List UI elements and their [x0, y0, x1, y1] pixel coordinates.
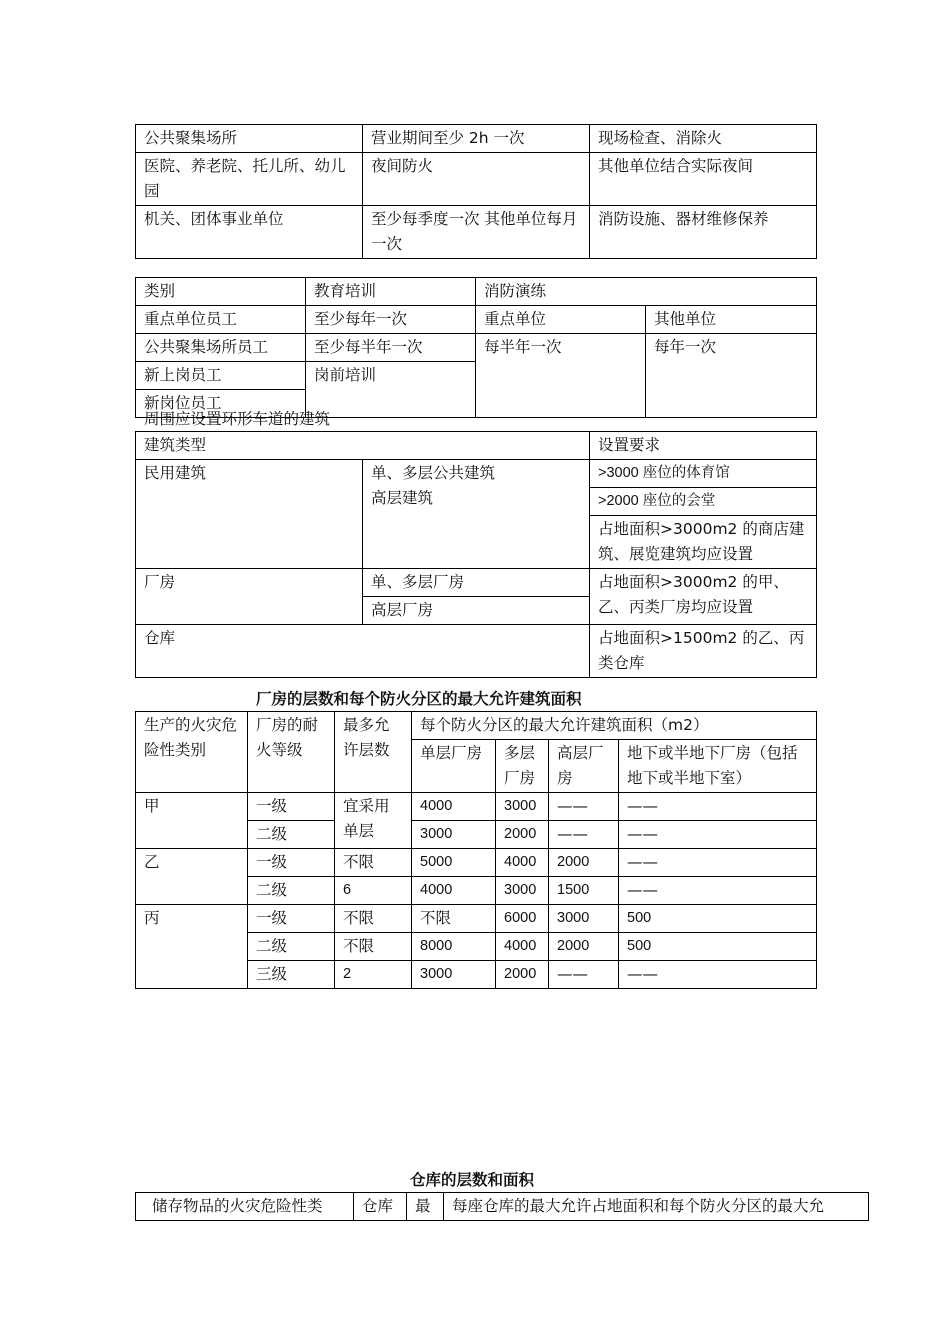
table-cell: —— [619, 793, 817, 821]
table-cell: 公共聚集场所 [136, 125, 363, 153]
table-cell: —— [619, 849, 817, 877]
header-drill: 消防演练 [476, 278, 817, 306]
header-area: 每个防火分区的最大允许建筑面积（m2） [412, 712, 817, 740]
table-row [136, 712, 817, 740]
table-cell: —— [549, 793, 619, 821]
table-cell: 不限 [335, 933, 412, 961]
table-cell: 2000 [496, 961, 549, 989]
table-cell: 一级 [248, 793, 335, 821]
table-cell: 单、多层厂房 [363, 569, 590, 597]
table-cell: 1500 [549, 877, 619, 905]
table-row [136, 1193, 869, 1221]
table-row [136, 278, 817, 306]
table-cell: —— [549, 821, 619, 849]
table-row [136, 905, 817, 933]
table-cell: 2000 [549, 849, 619, 877]
header-requirement: 设置要求 [590, 432, 817, 460]
factory-area-table [135, 711, 817, 989]
table-cell: 厂房 [136, 569, 363, 625]
table-cell: 不限 [412, 905, 496, 933]
table-cell: 2000 [549, 933, 619, 961]
table-cell: 3000 [549, 905, 619, 933]
table-cell: 消防设施、器材维修保养 [590, 206, 817, 259]
table-cell: >3000 座位的体育馆 [590, 460, 817, 488]
table-row [136, 432, 817, 460]
table-cell: 新岗位员工 [136, 390, 306, 418]
table-cell: 4000 [412, 793, 496, 821]
table-row [136, 569, 817, 597]
table-cell: 3000 [412, 961, 496, 989]
table-cell: 占地面积>3000m2 的商店建筑、展览建筑均应设置 [590, 516, 817, 569]
table-cell: 其他单位结合实际夜间 [590, 153, 817, 206]
table-cell: 500 [619, 933, 817, 961]
table-cell: 至少每半年一次 [306, 334, 476, 362]
table-cell: 不限 [335, 905, 412, 933]
table-cell: 重点单位 [476, 306, 646, 334]
header-multi: 多层厂房 [496, 740, 549, 793]
table-cell: 至少每季度一次 其他单位每月一次 [363, 206, 590, 259]
table-cell: 公共聚集场所员工 [136, 334, 306, 362]
table-cell: —— [619, 821, 817, 849]
table-cell: 新上岗员工 [136, 362, 306, 390]
header-category: 类别 [136, 278, 306, 306]
table-row [136, 460, 817, 488]
table-cell: 二级 [248, 821, 335, 849]
table-cell: 现场检查、消除火 [590, 125, 817, 153]
table-row [136, 125, 817, 153]
table-cell: 岗前培训 [306, 362, 476, 418]
table-cell: 3000 [412, 821, 496, 849]
table-cell: 三级 [248, 961, 335, 989]
header-floors: 最多允许层数 [335, 712, 412, 793]
table-cell: 3000 [496, 793, 549, 821]
table-cell: 仓库 [136, 625, 590, 678]
table-cell: 2 [335, 961, 412, 989]
header-high: 高层厂房 [549, 740, 619, 793]
table-cell: 占地面积>1500m2 的乙、丙类仓库 [590, 625, 817, 678]
table-cell: 丙 [136, 905, 248, 989]
table-cell: 4000 [412, 877, 496, 905]
table-cell: —— [619, 877, 817, 905]
table-cell [363, 460, 590, 569]
table-cell: 3000 [496, 877, 549, 905]
header-max-area: 每座仓库的最大允许占地面积和每个防火分区的最大允 [444, 1193, 869, 1221]
table-cell: 至少每年一次 [306, 306, 476, 334]
table-cell: 不限 [335, 849, 412, 877]
warehouse-table [135, 1192, 869, 1221]
factory-table-title: 厂房的层数和每个防火分区的最大允许建筑面积 [256, 690, 582, 708]
table-cell: 占地面积>3000m2 的甲、乙、丙类厂房均应设置 [590, 569, 817, 625]
table-cell: 民用建筑 [136, 460, 363, 569]
header-hazard-class: 储存物品的火灾危险性类 [136, 1193, 354, 1221]
patrol-table [135, 124, 817, 259]
warehouse-table-title: 仓库的层数和面积 [410, 1171, 535, 1189]
table-cell: 一级 [248, 905, 335, 933]
table-cell: —— [619, 961, 817, 989]
table-cell: 营业期间至少 2h 一次 [363, 125, 590, 153]
table-cell: 每年一次 [646, 334, 817, 418]
table-cell: 重点单位员工 [136, 306, 306, 334]
table-cell: 甲 [136, 793, 248, 849]
table-cell: 500 [619, 905, 817, 933]
header-max: 最 [407, 1193, 444, 1221]
table-row [136, 153, 817, 206]
cell-line: 高层建筑 [371, 489, 434, 507]
header-under: 地下或半地下厂房（包括地下或半地下室） [619, 740, 817, 793]
table-cell: 二级 [248, 877, 335, 905]
table-cell: 高层厂房 [363, 597, 590, 625]
table-cell: 夜间防火 [363, 153, 590, 206]
table-cell: >2000 座位的会堂 [590, 488, 817, 516]
header-class: 生产的火灾危险性类别 [136, 712, 248, 793]
table-row [136, 849, 817, 877]
header-grade: 厂房的耐火等级 [248, 712, 335, 793]
header-warehouse: 仓库 [354, 1193, 407, 1221]
table-cell: 6 [335, 877, 412, 905]
table-row [136, 625, 817, 678]
table-cell: 二级 [248, 933, 335, 961]
header-training: 教育培训 [306, 278, 476, 306]
table-cell: 宜采用单层 [335, 793, 412, 849]
table-cell: —— [549, 961, 619, 989]
table-row [136, 793, 817, 821]
ring-road-table [135, 431, 817, 678]
table-cell: 4000 [496, 933, 549, 961]
table-cell: 乙 [136, 849, 248, 905]
cell-line: 单、多层公共建筑 [371, 464, 496, 482]
table-row [136, 334, 817, 362]
header-single: 单层厂房 [412, 740, 496, 793]
table-cell: 6000 [496, 905, 549, 933]
table-cell: 医院、养老院、托儿所、幼儿园 [136, 153, 363, 206]
table-cell: 4000 [496, 849, 549, 877]
table-cell: 机关、团体事业单位 [136, 206, 363, 259]
ring-road-title: 周围应设置环形车道的建筑 [144, 410, 331, 428]
table-cell: 一级 [248, 849, 335, 877]
table-cell: 其他单位 [646, 306, 817, 334]
table-row [136, 206, 817, 259]
table-cell: 8000 [412, 933, 496, 961]
training-table [135, 277, 817, 418]
table-cell: 2000 [496, 821, 549, 849]
table-row [136, 306, 817, 334]
table-cell: 每半年一次 [476, 334, 646, 418]
table-cell: 5000 [412, 849, 496, 877]
header-building-type: 建筑类型 [136, 432, 590, 460]
